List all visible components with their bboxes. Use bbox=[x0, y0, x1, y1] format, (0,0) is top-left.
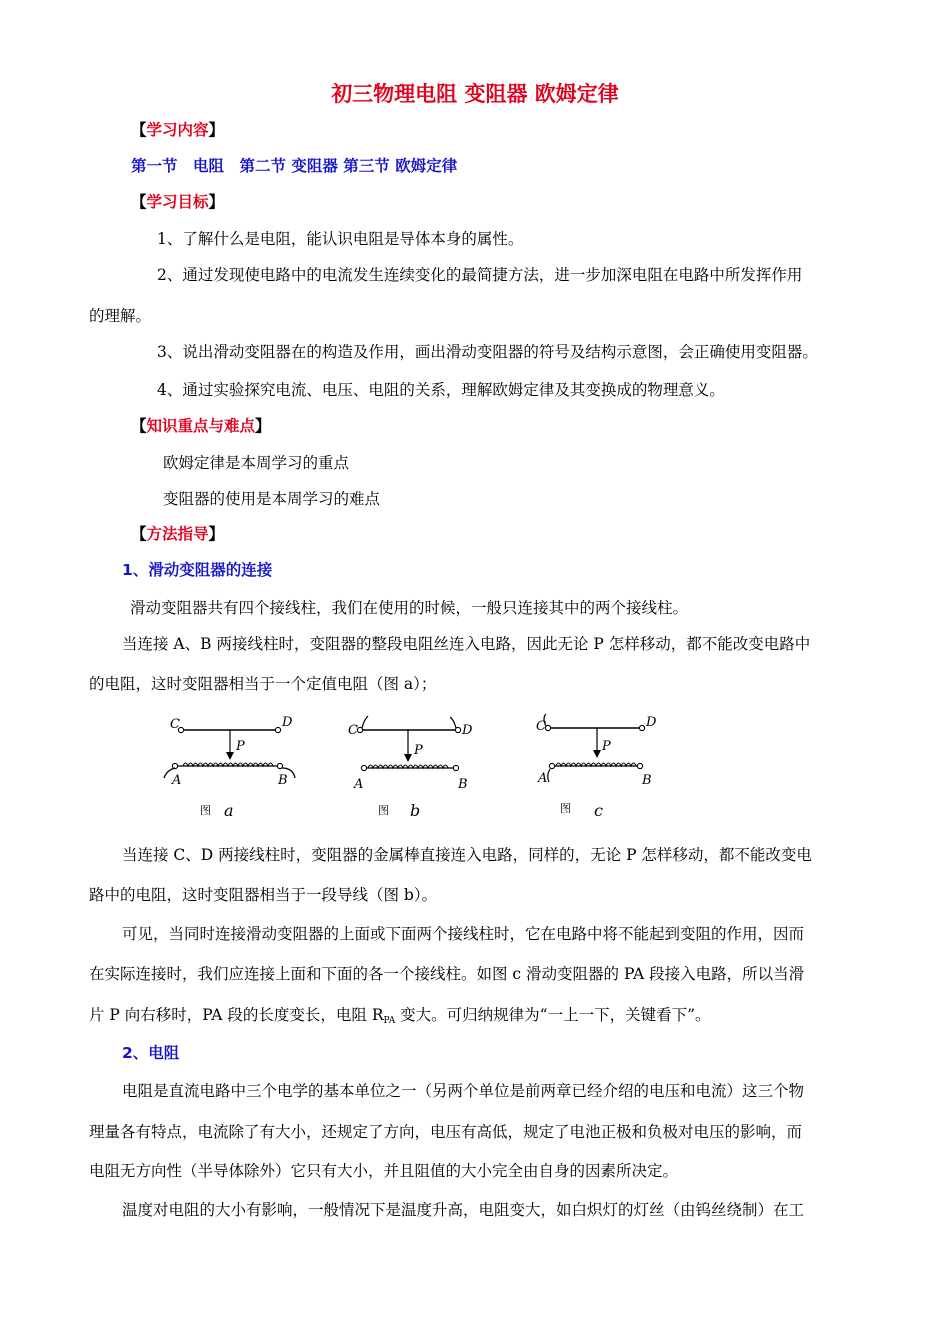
method-sub1-p3a: 当连接 C、D 两接线柱时，变阻器的金属棒直接连入电路，同样的，无论 P 怎样移动，都不能改变电 bbox=[122, 846, 812, 864]
label-p-c: P bbox=[602, 739, 611, 754]
method-sub2-p1a: 电阻是直流电路中三个电学的基本单位之一（另两个单位是前两章已经介绍的电压和电流）这三个物 bbox=[122, 1082, 805, 1100]
heading-keypoints-label: 知识重点与难点 bbox=[146, 417, 256, 435]
label-d-c: D bbox=[646, 715, 657, 730]
figure-b bbox=[348, 716, 473, 820]
method-sub1-p1: 滑动变阻器共有四个接线柱，我们在使用的时候，一般只连接其中的两个接线柱。 bbox=[130, 599, 689, 617]
rheostat-diagram bbox=[150, 712, 710, 832]
label-b-c: B bbox=[642, 773, 652, 788]
caption-c-letter: c bbox=[594, 801, 603, 820]
label-c-b: C bbox=[348, 723, 358, 738]
method-sub2-p1c: 电阻无方向性（半导体除外）它只有大小，并且阻值的大小完全由自身的因素所决定。 bbox=[89, 1162, 679, 1180]
goal-item-2-cont: 的理解。 bbox=[89, 307, 152, 325]
heading-method-label: 方法指导 bbox=[146, 525, 209, 543]
caption-c-prefix: 图 bbox=[560, 802, 571, 815]
heading-content: 【学习内容】 bbox=[131, 121, 225, 139]
method-sub2-p1b: 理量各有特点，电流除了有大小，还规定了方向，电压有高低，规定了电池正极和负极对电压的影响，而 bbox=[89, 1123, 803, 1141]
p4c-sub: PA bbox=[383, 1016, 396, 1026]
page-title: 初三物理电阻 变阻器 欧姆定律 bbox=[331, 82, 619, 106]
heading-keypoints: 【知识重点与难点】 bbox=[131, 417, 271, 435]
goal-item-2: 2、通过发现使电路中的电流发生连续变化的最简捷方法，进一步加深电阻在电路中所发挥作用 bbox=[157, 266, 803, 284]
label-c-c: C bbox=[536, 719, 546, 734]
method-sub2-p2a: 温度对电阻的大小有影响，一般情况下是温度升高，电阻变大，如白炽灯的灯丝（由钨丝绕制）在工 bbox=[122, 1201, 805, 1219]
caption-b-letter: b bbox=[410, 801, 421, 820]
method-sub1-p4b: 在实际连接时，我们应连接上面和下面的各一个接线柱。如图 c 滑动变阻器的 PA 段接入电路，所以当滑 bbox=[89, 965, 805, 983]
figure-a bbox=[164, 715, 295, 820]
method-sub1-p2a: 当连接 A、B 两接线柱时，变阻器的整段电阻丝连入电路，因此无论 P 怎样移动，都不能改变电路中 bbox=[122, 635, 811, 653]
heading-goals-label: 学习目标 bbox=[146, 193, 209, 211]
rheostat-figures bbox=[150, 712, 710, 832]
label-b-a: B bbox=[278, 773, 288, 788]
label-c-a: C bbox=[170, 717, 180, 732]
method-sub2-heading: 2、电阻 bbox=[122, 1044, 180, 1062]
heading-goals: 【学习目标】 bbox=[131, 193, 225, 211]
p4c-pre: 片 P 向右移时，PA 段的长度变长，电阻 R bbox=[89, 1006, 384, 1024]
label-p-a: P bbox=[236, 739, 245, 754]
caption-a-letter: a bbox=[224, 801, 234, 820]
goal-item-1: 1、了解什么是电阻，能认识电阻是导体本身的属性。 bbox=[157, 230, 524, 248]
label-a-c: A bbox=[538, 771, 548, 786]
keypoint-item-2: 变阻器的使用是本周学习的难点 bbox=[163, 490, 381, 508]
label-a-b: A bbox=[354, 777, 364, 792]
method-sub1-p4c bbox=[89, 1005, 711, 1031]
figure-c bbox=[536, 714, 657, 820]
goal-item-4: 4、通过实验探究电流、电压、电阻的关系，理解欧姆定律及其变换成的物理意义。 bbox=[157, 381, 725, 399]
label-p-b: P bbox=[414, 743, 423, 758]
label-b-b: B bbox=[458, 777, 468, 792]
heading-content-label: 学习内容 bbox=[146, 121, 209, 139]
keypoint-item-1: 欧姆定律是本周学习的重点 bbox=[163, 454, 350, 472]
terminal-d-a bbox=[275, 727, 280, 732]
method-sub1-p2b: 的电阻，这时变阻器相当于一个定值电阻（图 a）； bbox=[89, 675, 437, 693]
content-sections: 第一节 电阻 第二节 变阻器 第三节 欧姆定律 bbox=[131, 157, 458, 175]
method-sub1-p4a: 可见，当同时连接滑动变阻器的上面或下面两个接线柱时，它在电路中将不能起到变阻的作用，因而 bbox=[122, 925, 805, 943]
method-sub1-p3b: 路中的电阻，这时变阻器相当于一段导线（图 b）。 bbox=[89, 886, 438, 904]
heading-method: 【方法指导】 bbox=[131, 525, 225, 543]
p4c-post: 变大。可归纳规律为“一上一下，关键看下”。 bbox=[395, 1006, 711, 1024]
label-a-a: A bbox=[172, 773, 182, 788]
label-d-b: D bbox=[462, 723, 473, 738]
method-sub1-heading: 1、滑动变阻器的连接 bbox=[122, 561, 273, 579]
caption-b-prefix: 图 bbox=[378, 804, 389, 817]
goal-item-3: 3、说出滑动变阻器在的构造及作用，画出滑动变阻器的符号及结构示意图，会正确使用变阻器。 bbox=[157, 343, 818, 361]
label-d-a: D bbox=[282, 715, 293, 730]
caption-a-prefix: 图 bbox=[200, 804, 211, 817]
